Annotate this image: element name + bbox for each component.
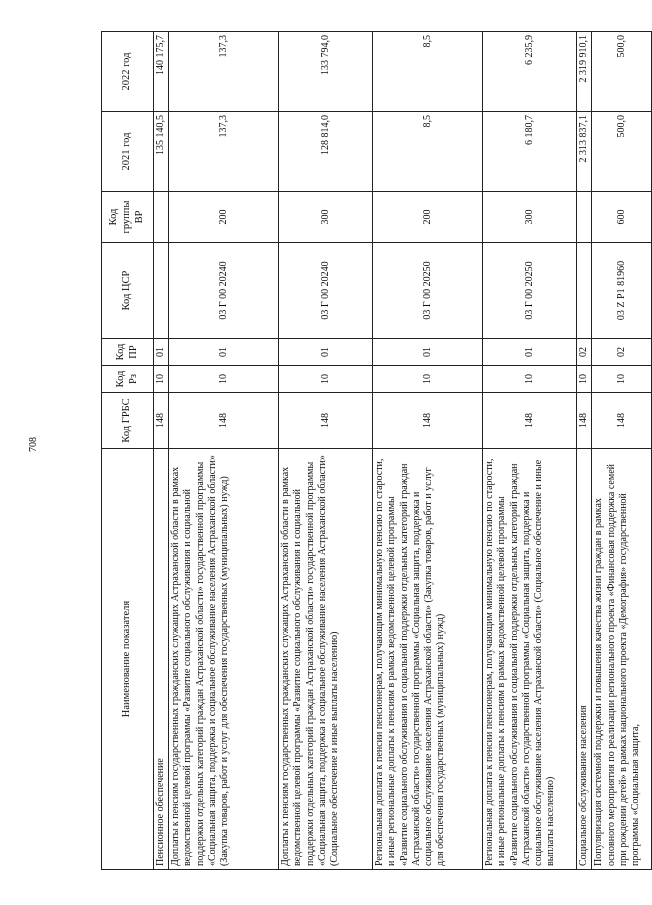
row-name: Региональная доплата к пенсии пенсионерам, получающим минимальную пенсию по старости, и иные региональные доплаты к пенсиям в рамках ведомственной целевой программы «Развитие социального обслуживания и социальной поддержки отдельных категорий граждан Астраханской области» государственной программы «Социальная защита, поддержка и социальное обслуживание населения Астраханской области» (Закупка товаров, работ и услуг для обеспечения государственных (муниципальных) нужд) bbox=[373, 449, 483, 870]
row-csr: 03 Z P1 81960 bbox=[592, 243, 652, 339]
row-grbs: 148 bbox=[592, 393, 652, 449]
row-name: Социальное обслуживание населения bbox=[577, 449, 592, 870]
row-name: Доплаты к пенсиям государственных гражданских служащих Астраханской области в рамках ведомственной целевой программы «Развитие социального обслуживания и социальной поддержки отдельных категорий граждан Астраханской области» государственной программы «Социальная защита, поддержка и социальное обслуживание населения Астраханской области» (Закупка товаров, работ и услуг для обеспечения государственных (муниципальных) нужд) bbox=[169, 449, 279, 870]
row-vr: 300 bbox=[483, 192, 577, 243]
row-vr: 600 bbox=[592, 192, 652, 243]
row-value-2021: 500,0 bbox=[592, 112, 652, 192]
row-value-2021: 135 140,5 bbox=[154, 112, 169, 192]
row-pr: 01 bbox=[154, 339, 169, 366]
table-row bbox=[279, 32, 373, 870]
row-csr bbox=[577, 243, 592, 339]
row-vr bbox=[577, 192, 592, 243]
budget-table-container bbox=[101, 32, 641, 870]
row-csr: 03 Г 00 20250 bbox=[373, 243, 483, 339]
row-value-2021: 128 814,0 bbox=[279, 112, 373, 192]
row-grbs: 148 bbox=[483, 393, 577, 449]
row-rz: 10 bbox=[169, 366, 279, 393]
table-row bbox=[154, 32, 169, 870]
row-pr: 02 bbox=[592, 339, 652, 366]
row-grbs: 148 bbox=[279, 393, 373, 449]
row-value-2021: 2 313 837,1 bbox=[577, 112, 592, 192]
budget-table bbox=[101, 31, 652, 870]
row-value-2021: 8,5 bbox=[373, 112, 483, 192]
header-year-2021: 2021 год bbox=[102, 112, 154, 192]
row-csr bbox=[154, 243, 169, 339]
row-pr: 01 bbox=[279, 339, 373, 366]
table-header-row bbox=[102, 32, 154, 870]
row-vr: 200 bbox=[169, 192, 279, 243]
table-row bbox=[373, 32, 483, 870]
header-vr-code: Код группы ВР bbox=[102, 192, 154, 243]
header-csr-code: Код ЦСР bbox=[102, 243, 154, 339]
header-grbs-code: Код ГРБС bbox=[102, 393, 154, 449]
table-row bbox=[169, 32, 279, 870]
row-grbs: 148 bbox=[577, 393, 592, 449]
row-rz: 10 bbox=[483, 366, 577, 393]
row-rz: 10 bbox=[592, 366, 652, 393]
row-name: Доплаты к пенсиям государственных гражданских служащих Астраханской области в рамках ведомственной целевой программы «Развитие социального обслуживания и социальной поддержки отдельных категорий граждан Астраханской области» государственной программы «Социальная защита, поддержка и социальное обслуживание населения Астраханской области» (Социальное обеспечение и иные выплаты населению) bbox=[279, 449, 373, 870]
row-value-2021: 6 180,7 bbox=[483, 112, 577, 192]
row-value-2022: 2 319 910,1 bbox=[577, 32, 592, 112]
row-value-2022: 137,3 bbox=[169, 32, 279, 112]
row-pr: 01 bbox=[373, 339, 483, 366]
row-name: Популяризация системной поддержки и повышения качества жизни граждан в рамках основного мероприятия по реализации регионального проекта «Финансовая поддержка семей при рождении детей» в рамках национального проекта «Демография» государственной программы «Социальная защита, bbox=[592, 449, 652, 870]
row-csr: 03 Г 00 20240 bbox=[279, 243, 373, 339]
header-pr-code: Код ПР bbox=[102, 339, 154, 366]
row-grbs: 148 bbox=[169, 393, 279, 449]
row-value-2022: 133 794,0 bbox=[279, 32, 373, 112]
row-pr: 02 bbox=[577, 339, 592, 366]
row-value-2022: 500,0 bbox=[592, 32, 652, 112]
header-indicator-name: Наименование показателя bbox=[102, 449, 154, 870]
row-value-2021: 137,3 bbox=[169, 112, 279, 192]
row-rz: 10 bbox=[373, 366, 483, 393]
table-row bbox=[577, 32, 592, 870]
page-number: 708 bbox=[28, 437, 39, 452]
table-row bbox=[483, 32, 577, 870]
header-rz-code: Код Рз bbox=[102, 366, 154, 393]
row-rz: 10 bbox=[279, 366, 373, 393]
row-vr bbox=[154, 192, 169, 243]
row-csr: 03 Г 00 20250 bbox=[483, 243, 577, 339]
table-row bbox=[592, 32, 652, 870]
row-csr: 03 Г 00 20240 bbox=[169, 243, 279, 339]
row-value-2022: 8,5 bbox=[373, 32, 483, 112]
row-rz: 10 bbox=[577, 366, 592, 393]
row-vr: 200 bbox=[373, 192, 483, 243]
row-pr: 01 bbox=[169, 339, 279, 366]
row-rz: 10 bbox=[154, 366, 169, 393]
row-value-2022: 140 175,7 bbox=[154, 32, 169, 112]
header-year-2022: 2022 год bbox=[102, 32, 154, 112]
row-vr: 300 bbox=[279, 192, 373, 243]
row-name: Пенсионное обеспечение bbox=[154, 449, 169, 870]
row-grbs: 148 bbox=[373, 393, 483, 449]
row-value-2022: 6 235,9 bbox=[483, 32, 577, 112]
row-grbs: 148 bbox=[154, 393, 169, 449]
row-pr: 01 bbox=[483, 339, 577, 366]
row-name: Региональная доплата к пенсии пенсионерам, получающим минимальную пенсию по старости, и иные региональные доплаты к пенсиям в рамках ведомственной целевой программы «Развитие социального обслуживания и социальной поддержки отдельных категорий граждан Астраханской области» государственной программы «Социальная защита, поддержка и социальное обслуживание населения Астраханской области» (Социальное обеспечение и иные выплаты населению) bbox=[483, 449, 577, 870]
